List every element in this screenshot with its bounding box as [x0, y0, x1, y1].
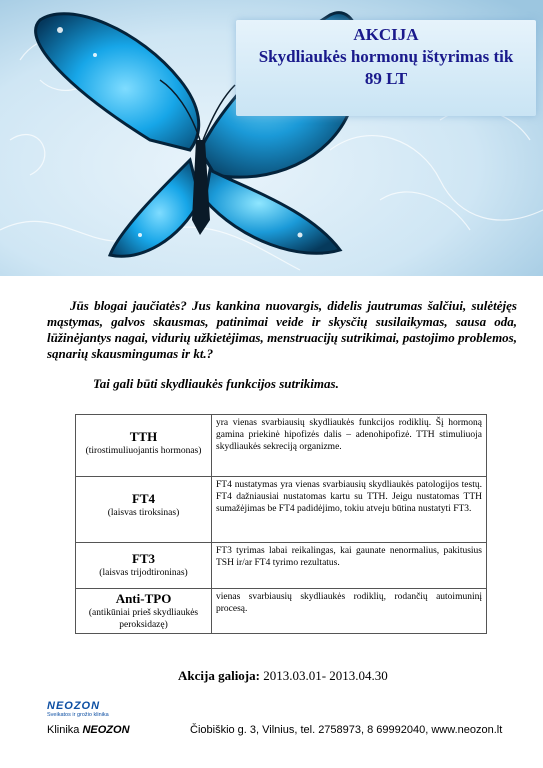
clinic-brand: NEOZON — [82, 724, 130, 736]
test-name: FT3 — [131, 551, 156, 566]
table-row — [76, 477, 487, 543]
logo-wordmark: NEOZON — [47, 700, 101, 712]
test-name-cell — [76, 589, 212, 634]
test-description: FT4 nustatymas yra vienas svarbiausių skydliaukės patologijos testų. FT4 dažniausiai nustatomas kartu su TTH. Jeigu nustatomas TTH sumažėjimas be FT4 padidėjimo, tokiu atveju būtina nustatyti FT3. — [212, 477, 487, 543]
test-name-cell — [76, 415, 212, 477]
logo-tagline: Sveikatos ir grožio klinika — [47, 712, 109, 718]
table-row — [76, 415, 487, 477]
neozon-logo — [47, 700, 147, 718]
test-fullname: (tirostimuliuojantis hormonas) — [85, 446, 202, 456]
validity-dates: 2013.03.01- 2013.04.30 — [263, 668, 388, 683]
test-fullname: (antikūniai prieš skydliaukės peroksidazę) — [88, 608, 199, 630]
test-name-cell — [76, 543, 212, 589]
test-name: Anti-TPO — [115, 591, 172, 606]
promo-subtitle: Skydliaukės hormonų ištyrimas tik — [258, 47, 514, 66]
validity-line — [178, 668, 388, 684]
promo-title: AKCIJA — [353, 25, 419, 44]
promo-banner — [236, 20, 536, 116]
clinic-name — [47, 724, 130, 736]
test-name: FT4 — [131, 491, 156, 506]
test-fullname: (laisvas tiroksinas) — [107, 508, 180, 518]
test-name: TTH — [129, 429, 158, 444]
validity-label: Akcija galioja: — [178, 668, 260, 683]
test-description: yra vienas svarbiausių skydliaukės funkcijos rodiklių. Šį hormoną gamina priekinė hipofizės dalis – adenohipofizė. TTH stimuliuoja skydliaukės sekreciją organizme. — [212, 415, 487, 477]
table-row — [76, 543, 487, 589]
tests-table — [75, 414, 487, 634]
test-fullname: (laisvas trijodtironinas) — [99, 568, 188, 578]
test-name-cell — [76, 477, 212, 543]
promo-price: 89 LT — [364, 69, 408, 88]
intro-paragraph: Jūs blogai jaučiatės? Jus kankina nuovargis, didelis jautrumas šalčiui, sulėtėjęs mąstymas, galvos skausmas, patinimai veide ir skysčių susilaikymas, sausa oda, lūžinėjantys nagai, vidurių užkietėjimas, menstruacijų sutrikimai, pastojimo problemos, sąnarių skausmingumas ir kt.? — [47, 298, 517, 361]
clinic-prefix: Klinika — [47, 724, 80, 736]
test-description: vienas svarbiausių skydliaukės rodiklių, rodančių autoimuninį procesą. — [212, 589, 487, 634]
table-row — [76, 589, 487, 634]
test-description: FT3 tyrimas labai reikalingas, kai gaunate nenormalius, pakitusius TSH ir/ar FT4 tyrimo rezultatus. — [212, 543, 487, 589]
contact-info: Čiobiškio g. 3, Vilnius, tel. 2758973, 8 69992040, www.neozon.lt — [190, 724, 503, 736]
butterfly-hero-image — [0, 0, 543, 276]
warning-line: Tai gali būti skydliaukės funkcijos sutrikimas. — [93, 376, 339, 391]
